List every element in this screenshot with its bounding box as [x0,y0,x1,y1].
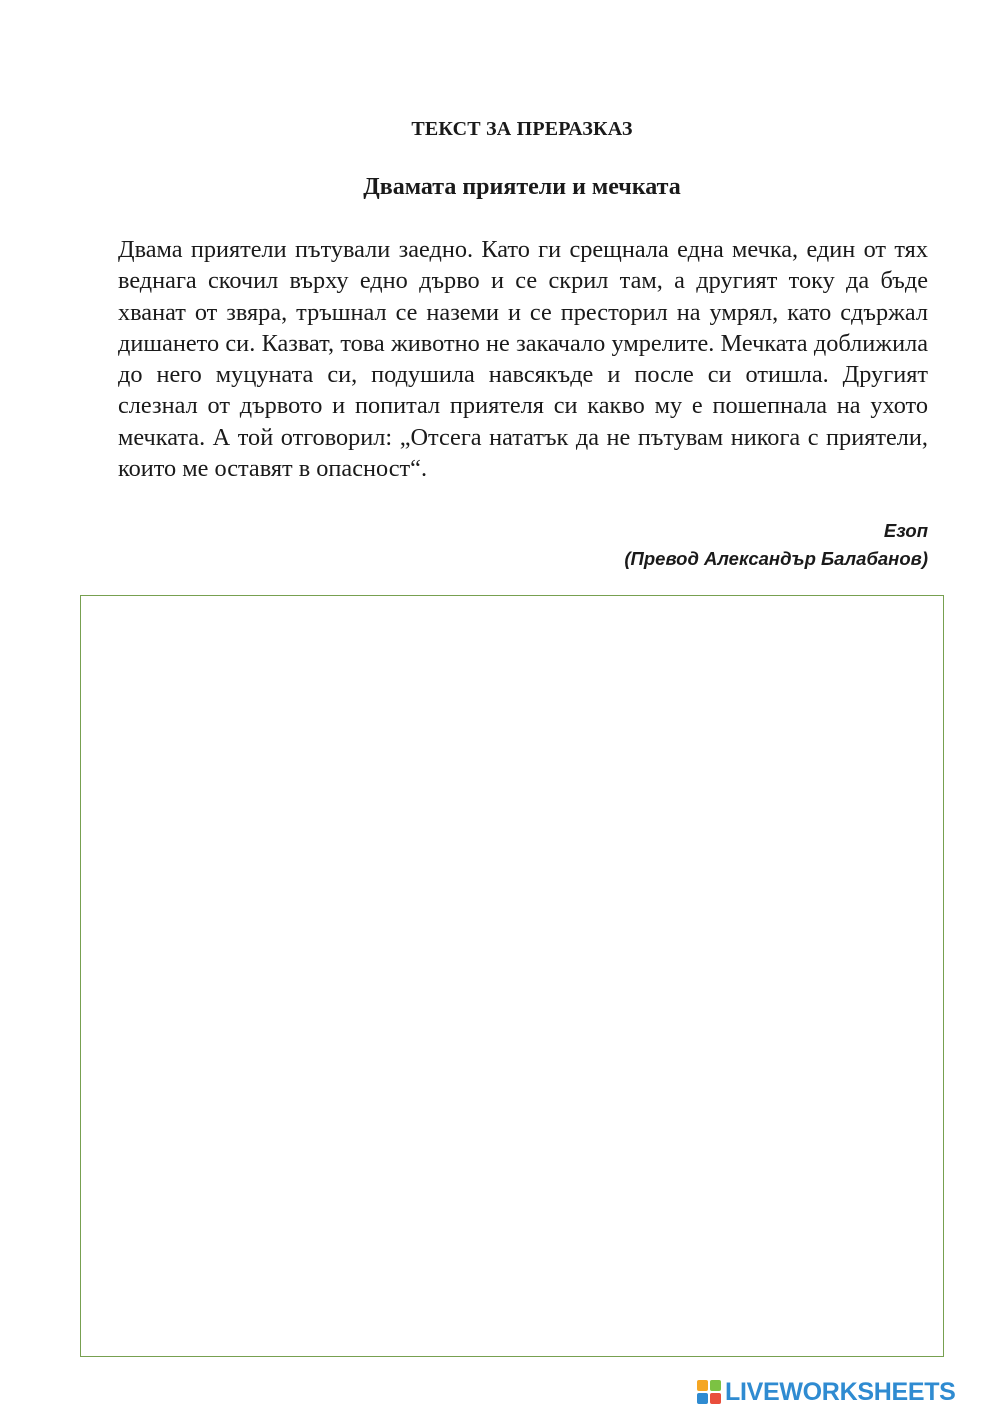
translator-credit: (Превод Александър Балабанов) [624,548,928,569]
story-text: Двама приятели пътували заедно. Като ги срещнала една мечка, един от тях веднага скочил върху едно дърво и се скрил там, а другият току да бъде хванат от звяра, тръшнал се наземи и се престорил на умрял, като сдържал дишането си. Казват, това животно не закачало умрелите. Мечката доближила до него муцуната си, подушила навсякъде и после си отишла. Другият слезнал от дървото и попитал приятеля си какво му е пошепнала на ухото мечката. А той отговорил: „Отсега нататък да не пътувам никога с приятели, които ме оставят в опасност“. [118,236,928,483]
story-title: Двамата приятели и мечката [363,174,681,200]
logo-square-1 [697,1380,708,1391]
logo-square-2 [710,1380,721,1391]
liveworksheets-icon [697,1380,721,1404]
liveworksheets-logo [697,1377,956,1407]
author-name: Езоп [883,520,928,541]
logo-square-3 [697,1393,708,1404]
worksheet-label: ТЕКСТ ЗА ПРЕРАЗКАЗ [411,118,633,140]
logo-square-4 [710,1393,721,1404]
liveworksheets-wordmark: LIVEWORKSHEETS [725,1378,956,1406]
retelling-answer-box[interactable] [80,595,944,1357]
